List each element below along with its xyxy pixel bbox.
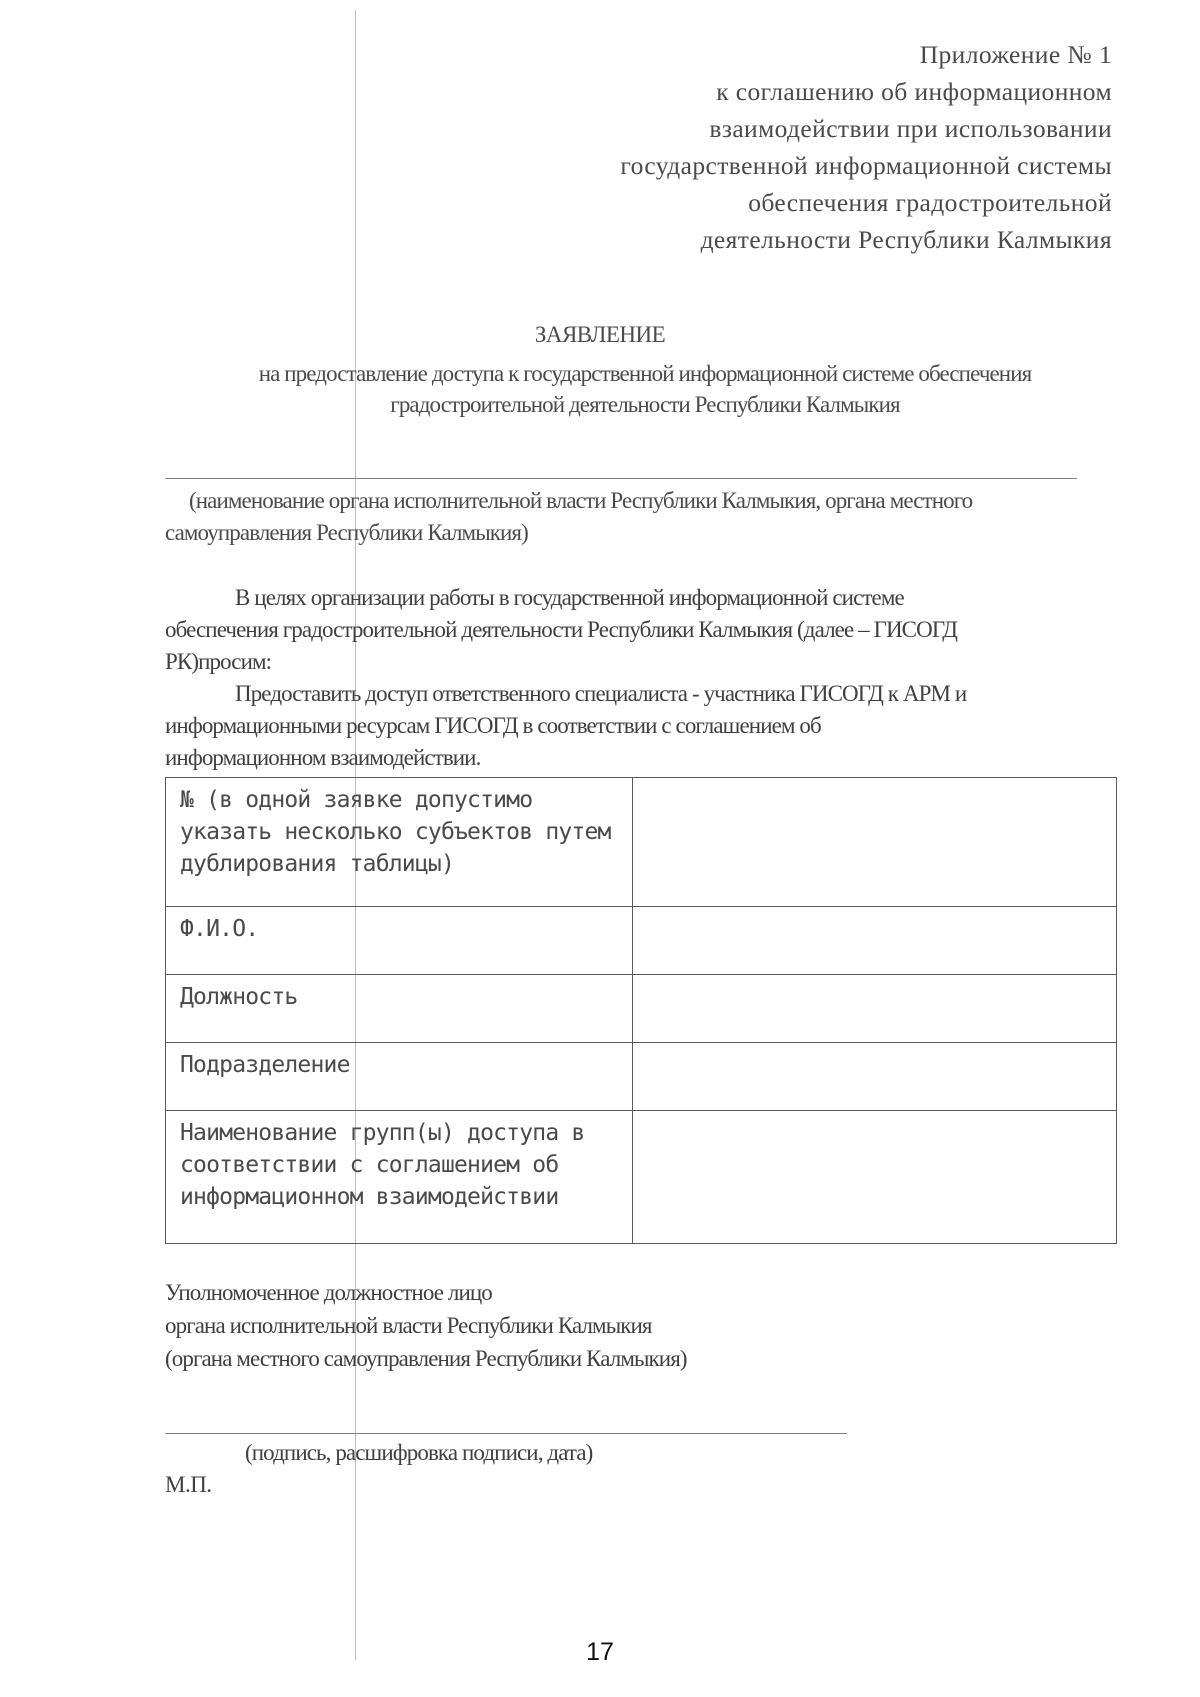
appendix-line: обеспечения градостроительной (748, 188, 1112, 217)
appendix-line: Приложение № 1 (919, 40, 1112, 69)
signature-caption: (подпись, расшифровка подписи, дата) (245, 1440, 593, 1465)
org-name-blank-line (165, 478, 1077, 479)
appendix-line: взаимодействии при использовании (709, 114, 1112, 143)
number-value-cell[interactable] (633, 778, 1117, 907)
subtitle-line: на предоставление доступа к государственной информационной системе обеспечения (258, 361, 1032, 386)
stamp-mark: М.П. (165, 1472, 212, 1497)
body-line: обеспечения градостроительной деятельности Республики Калмыкия (далее – ГИСОГД (165, 617, 957, 642)
authorized-line: Уполномоченное должностное лицо (165, 1280, 492, 1305)
page-number: 17 (586, 1638, 614, 1666)
org-name-caption (165, 485, 1115, 549)
body-line: Предоставить доступ ответственного специалиста - участника ГИСОГД к АРМ и (235, 681, 967, 706)
row-label-number: № (в одной заявке допустимо указать несколько субъектов путем дублирования таблицы) (166, 778, 633, 907)
appendix-line: к соглашению об информационном (716, 77, 1112, 106)
caption-line: (наименование органа исполнительной власти Республики Калмыкия, органа местного (189, 488, 973, 513)
table-row (166, 1043, 1117, 1111)
body-line: В целях организации работы в государственной информационной системе (235, 585, 904, 610)
table-row (166, 907, 1117, 975)
department-value-cell[interactable] (633, 1043, 1117, 1111)
signature-blank-line[interactable] (165, 1433, 847, 1434)
fio-value-cell[interactable] (633, 907, 1117, 975)
position-value-cell[interactable] (633, 975, 1117, 1043)
table-row (166, 1111, 1117, 1244)
row-label-fio: Ф.И.О. (166, 907, 633, 975)
authorized-official-block (165, 1276, 865, 1375)
caption-line: самоуправления Республики Калмыкия) (165, 520, 528, 545)
appendix-header (512, 36, 1112, 258)
table-row (166, 778, 1117, 907)
body-line: информационными ресурсам ГИСОГД в соответствии с соглашением об (165, 713, 821, 738)
body-line: РК)просим: (165, 649, 272, 674)
authorized-line: органа исполнительной власти Республики Калмыкия (165, 1313, 652, 1338)
document-title: ЗАЯВЛЕНИЕ (534, 322, 666, 347)
authorized-line: (органа местного самоуправления Республики Калмыкия) (165, 1346, 687, 1371)
body-line: информационном взаимодействии. (165, 745, 481, 770)
subtitle-line: градостроительной деятельности Республики Калмыкия (390, 392, 900, 417)
appendix-line: государственной информационной системы (620, 151, 1112, 180)
request-body (165, 582, 1125, 774)
table-row (166, 975, 1117, 1043)
row-label-department: Подразделение (166, 1043, 633, 1111)
appendix-line: деятельности Республики Калмыкия (700, 225, 1112, 254)
access-request-table (165, 777, 1117, 1244)
row-label-position: Должность (166, 975, 633, 1043)
access-groups-value-cell[interactable] (633, 1111, 1117, 1244)
document-subtitle (170, 358, 1120, 420)
row-label-access-groups: Наименование групп(ы) доступа в соответствии с соглашением об информационном взаимодействии (166, 1111, 633, 1244)
